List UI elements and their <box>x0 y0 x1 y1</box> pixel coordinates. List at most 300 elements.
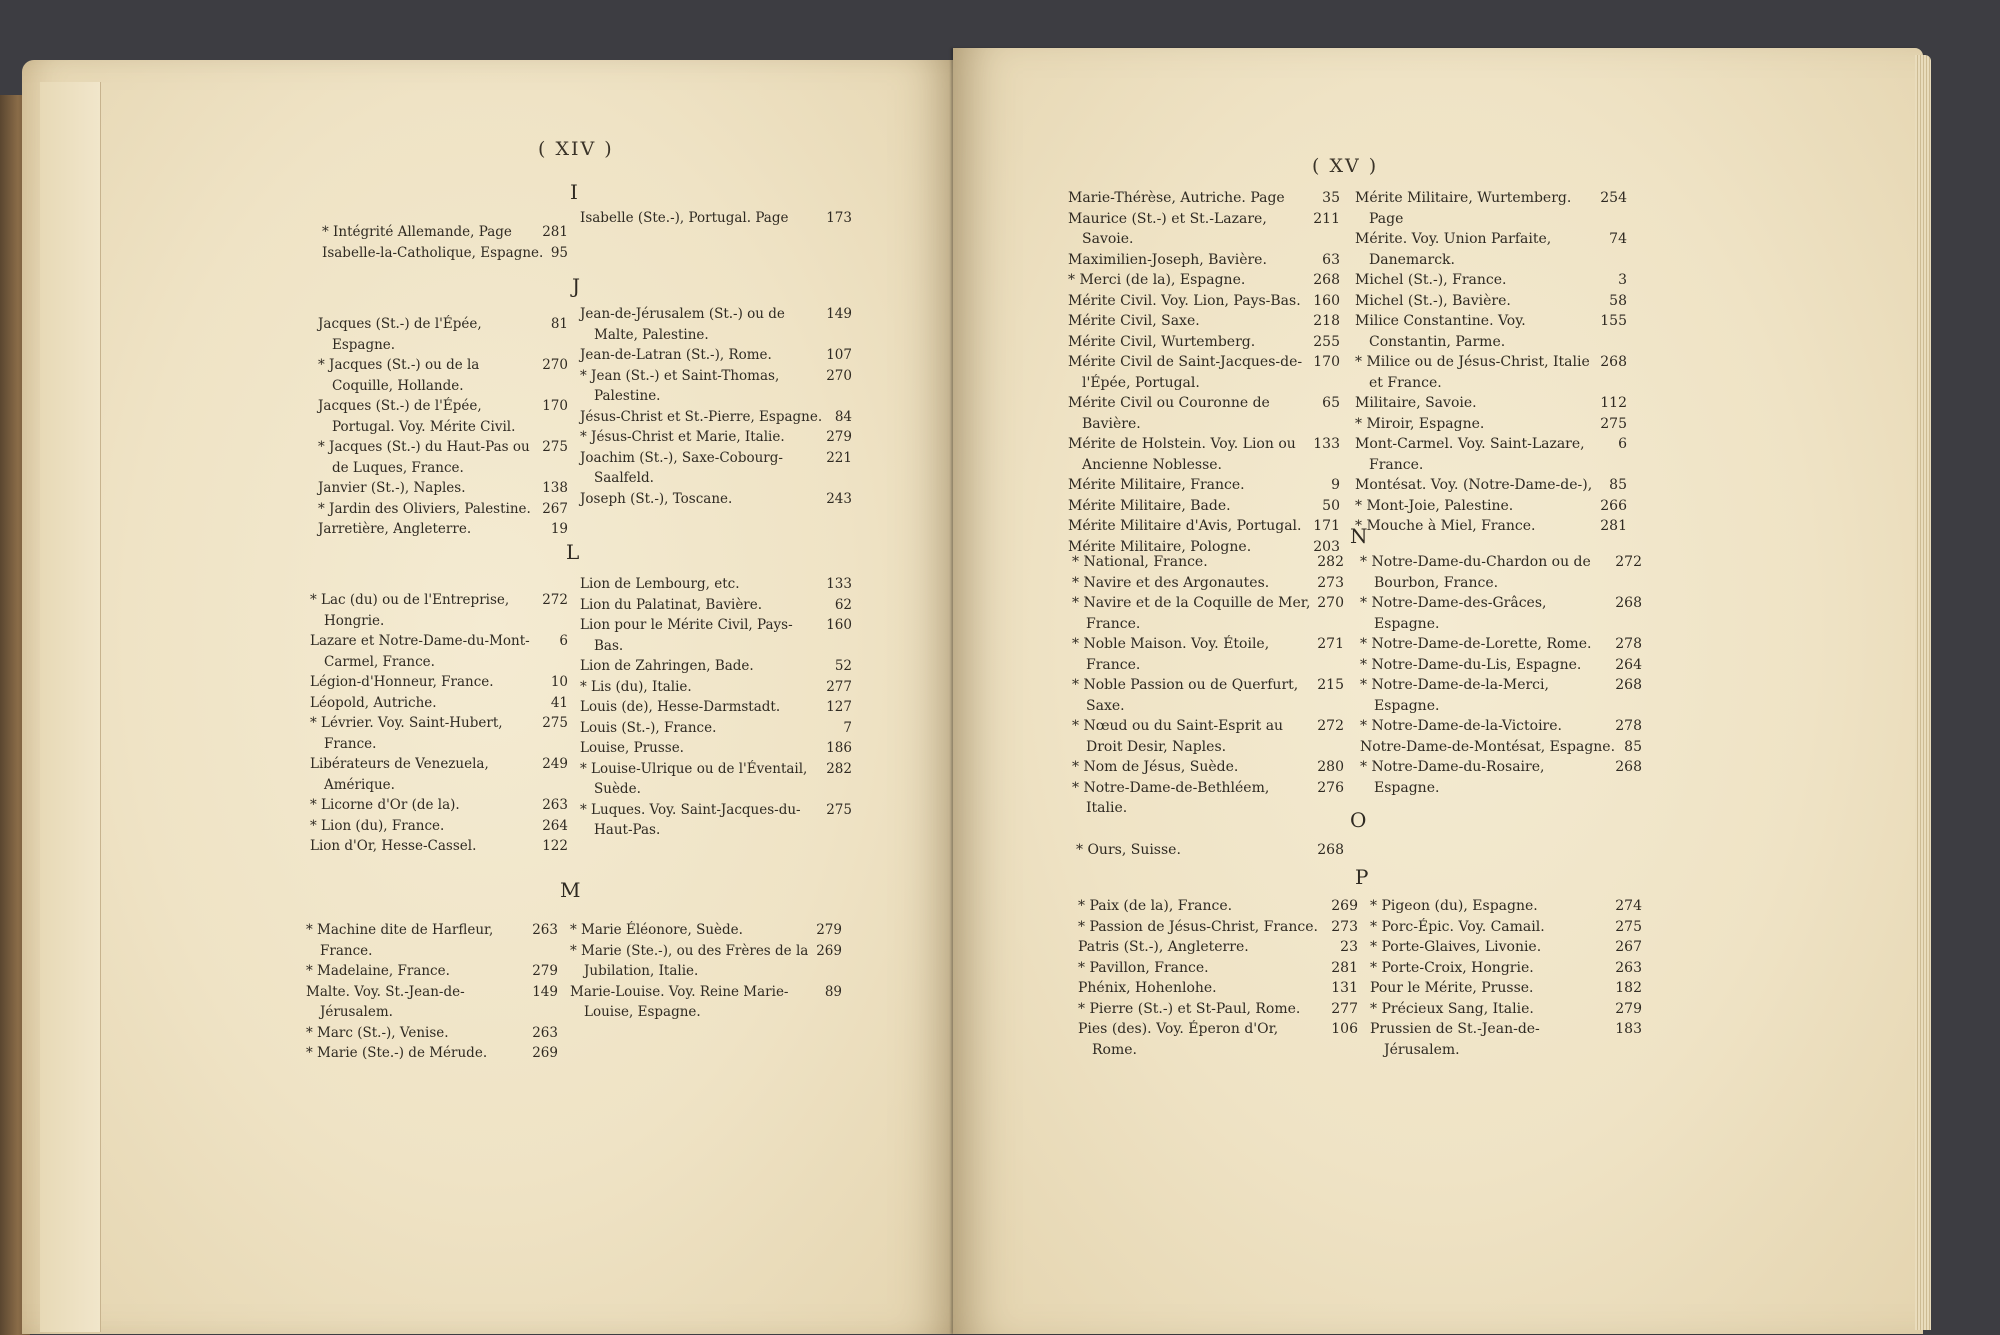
index-entry-page-number: 281 <box>1331 959 1358 976</box>
index-entry-page-number: 268 <box>1317 842 1344 858</box>
index-entry-page-number: 9 <box>1331 477 1340 493</box>
index-entry-title: Phénix, Hohenlohe. <box>1078 980 1217 996</box>
index-entry-title: * Marc (St.-), Venise. <box>306 1024 449 1041</box>
index-entry-title: Isabelle (Ste.-), Portugal. Page <box>580 210 789 226</box>
index-entry-title: * Nœud ou du Saint-Esprit au Droit Desir, Naples. <box>1072 718 1284 755</box>
index-entry <box>1370 917 1642 938</box>
section-j-column-1 <box>318 314 568 540</box>
index-entry <box>580 427 852 448</box>
index-entry-page-number: 269 <box>1331 898 1358 914</box>
index-entry-title: * Louise-Ulrique ou de l'Éventail, Suède. <box>580 760 808 797</box>
index-entry-title: * Notre-Dame-de-Bethléem, Italie. <box>1072 779 1270 816</box>
index-entry-title: Michel (St.-), Bavière. <box>1355 292 1511 309</box>
index-entry-page-number: 160 <box>826 617 852 633</box>
index-entry <box>1072 593 1344 634</box>
index-entry-page-number: 243 <box>826 490 852 507</box>
index-entry-page-number: 183 <box>1615 1021 1642 1037</box>
index-entry-page-number: 254 <box>1600 190 1627 206</box>
index-entry <box>1360 757 1642 798</box>
index-entry-title: Notre-Dame-de-Montésat, Espagne. <box>1360 738 1616 755</box>
index-entry <box>306 982 558 1023</box>
index-entry-page-number: 211 <box>1313 210 1340 227</box>
index-entry-page-number: 215 <box>1317 677 1344 693</box>
index-entry-page-number: 271 <box>1317 636 1344 652</box>
index-entry <box>1068 352 1340 393</box>
index-entry <box>580 759 852 800</box>
index-entry <box>318 437 568 478</box>
index-entry-title: Jean-de-Latran (St.-), Rome. <box>580 347 772 363</box>
index-entry <box>306 961 558 982</box>
index-entry-title: * Mouche à Miel, France. <box>1355 518 1536 534</box>
index-entry <box>570 941 842 982</box>
index-entry <box>580 448 852 489</box>
index-entry-title: * Notre-Dame-du-Lis, Espagne. <box>1360 656 1582 673</box>
index-entry-page-number: 255 <box>1313 333 1340 350</box>
index-entry-page-number: 264 <box>1615 656 1642 673</box>
index-entry-title: Lion d'Or, Hesse-Cassel. <box>310 838 477 854</box>
index-entry-title: Pies (des). Voy. Éperon d'Or, Rome. <box>1078 1021 1279 1058</box>
index-entry <box>580 615 852 656</box>
section-letter-n: N <box>1350 524 1368 548</box>
index-entry-page-number: 278 <box>1615 718 1642 734</box>
index-entry <box>1355 291 1627 312</box>
index-entry <box>306 1043 558 1064</box>
index-entry <box>310 693 568 714</box>
index-entry <box>310 754 568 795</box>
section-letter-l: L <box>566 540 580 564</box>
index-entry-title: * Notre-Dame-du-Rosaire, Espagne. <box>1360 759 1545 796</box>
index-entry-page-number: 7 <box>843 719 852 736</box>
index-entry <box>318 499 568 520</box>
index-entry <box>1078 896 1358 917</box>
index-entry <box>1370 937 1642 958</box>
index-entry-title: * Lion (du), France. <box>310 817 445 834</box>
index-entry-page-number: 270 <box>1317 595 1344 611</box>
section-m-continued-column-2 <box>1355 188 1627 537</box>
index-entry-page-number: 3 <box>1618 272 1627 288</box>
index-entry-page-number: 279 <box>532 963 558 979</box>
index-entry-page-number: 6 <box>559 633 568 649</box>
index-entry-title: * Madelaine, France. <box>306 963 450 979</box>
index-entry-page-number: 279 <box>1615 1000 1642 1017</box>
index-entry-title: * Paix (de la), France. <box>1078 898 1233 914</box>
index-entry-title: Louis (de), Hesse-Darmstadt. <box>580 699 781 715</box>
index-entry-title: * Lis (du), Italie. <box>580 678 692 695</box>
index-entry-title: Mérite Civil, Saxe. <box>1068 313 1200 329</box>
index-entry-title: Janvier (St.-), Naples. <box>318 480 466 496</box>
index-entry <box>1355 434 1627 475</box>
index-entry-title: Marie-Thérèse, Autriche. Page <box>1068 190 1285 206</box>
index-entry <box>1072 573 1344 594</box>
index-entry-page-number: 173 <box>826 210 852 226</box>
index-entry-title: Louis (St.-), France. <box>580 719 717 736</box>
left-page-fore-leaf <box>40 82 101 1332</box>
index-entry-page-number: 74 <box>1609 231 1627 247</box>
index-entry-title: Légion-d'Honneur, France. <box>310 674 494 690</box>
index-entry <box>1370 999 1642 1020</box>
index-entry <box>1078 917 1358 938</box>
index-entry-title: Mérite Militaire, Pologne. <box>1068 538 1252 555</box>
index-entry-title: * Notre-Dame-de-la-Victoire. <box>1360 718 1562 734</box>
index-entry-page-number: 267 <box>1615 939 1642 955</box>
section-n-column-1 <box>1072 552 1344 819</box>
index-entry-page-number: 268 <box>1615 595 1642 611</box>
index-entry-page-number: 10 <box>550 674 568 690</box>
index-entry-page-number: 282 <box>826 760 852 777</box>
index-entry-page-number: 267 <box>542 500 568 517</box>
index-entry <box>1068 516 1340 537</box>
index-entry-page-number: 182 <box>1615 980 1642 996</box>
index-entry-title: * Lac (du) ou de l'Entreprise, Hongrie. <box>310 592 510 629</box>
index-entry-page-number: 133 <box>1313 436 1340 452</box>
index-entry-title: Jean-de-Jérusalem (St.-) ou de Malte, Palestine. <box>580 306 785 343</box>
index-entry-page-number: 35 <box>1322 190 1340 206</box>
index-entry-page-number: 270 <box>826 367 852 384</box>
index-entry-page-number: 280 <box>1317 759 1344 775</box>
right-page-leaf-edges <box>1915 55 1931 1330</box>
index-entry-page-number: 275 <box>1600 415 1627 432</box>
index-entry <box>570 920 842 941</box>
index-entry-title: Mont-Carmel. Voy. Saint-Lazare, France. <box>1355 436 1585 473</box>
index-entry-page-number: 270 <box>542 357 568 373</box>
index-entry <box>310 836 568 857</box>
index-entry <box>580 595 852 616</box>
index-entry-title: Mérite Civil ou Couronne de Bavière. <box>1068 395 1270 432</box>
index-entry <box>318 519 568 540</box>
index-entry <box>1072 634 1344 675</box>
index-entry-title: * Jardin des Oliviers, Palestine. <box>318 500 531 517</box>
index-entry-page-number: 186 <box>826 740 852 756</box>
section-i-column-1 <box>322 222 568 263</box>
index-entry <box>1078 958 1358 979</box>
index-entry-page-number: 275 <box>826 801 852 818</box>
index-entry-title: * Jésus-Christ et Marie, Italie. <box>580 429 785 445</box>
index-entry-page-number: 272 <box>1317 718 1344 734</box>
section-m-column-2 <box>570 920 842 1023</box>
index-entry-page-number: 107 <box>826 347 852 363</box>
index-entry-title: * Pierre (St.-) et St-Paul, Rome. <box>1078 1000 1301 1017</box>
index-entry-title: Lion du Palatinat, Bavière. <box>580 596 763 613</box>
index-entry <box>1360 593 1642 634</box>
index-entry-title: * Marie Éléonore, Suède. <box>570 922 743 938</box>
index-entry-page-number: 58 <box>1609 292 1627 309</box>
index-entry-title: Joseph (St.-), Toscane. <box>580 490 733 507</box>
index-entry-title: * Porte-Croix, Hongrie. <box>1370 959 1534 976</box>
index-entry-title: * Notre-Dame-du-Chardon ou de Bourbon, France. <box>1360 554 1591 591</box>
section-j-column-2 <box>580 304 852 509</box>
index-entry-title: Mérite Militaire, Wurtemberg. Page <box>1355 190 1572 227</box>
index-entry-title: * Notre-Dame-de-la-Merci, Espagne. <box>1360 677 1549 714</box>
index-entry <box>1355 516 1627 537</box>
index-entry-title: Jésus-Christ et St.-Pierre, Espagne. <box>580 408 823 425</box>
index-entry <box>1068 393 1340 434</box>
index-entry-title: Mérite Militaire, Bade. <box>1068 497 1231 514</box>
index-entry-title: Lion pour le Mérite Civil, Pays-Bas. <box>580 617 793 654</box>
index-entry <box>1355 496 1627 517</box>
index-entry-page-number: 269 <box>816 942 842 959</box>
index-entry <box>1355 393 1627 414</box>
index-entry <box>1078 999 1358 1020</box>
index-entry <box>1068 209 1340 250</box>
index-entry <box>310 713 568 754</box>
index-entry-page-number: 149 <box>532 983 558 1000</box>
index-entry-title: Patris (St.-), Angleterre. <box>1078 939 1249 955</box>
index-entry-title: * Précieux Sang, Italie. <box>1370 1000 1534 1017</box>
index-entry-page-number: 279 <box>816 922 842 938</box>
index-entry <box>1370 958 1642 979</box>
index-entry-title: Jacques (St.-) de l'Épée, Espagne. <box>318 316 482 353</box>
index-entry-page-number: 218 <box>1313 313 1340 329</box>
index-entry-page-number: 279 <box>826 429 852 445</box>
section-letter-o: O <box>1350 808 1367 832</box>
index-entry-title: Mérite Civil de Saint-Jacques-de-l'Épée, Portugal. <box>1068 354 1303 391</box>
index-entry-title: * Noble Passion ou de Querfurt, Saxe. <box>1072 677 1299 714</box>
index-entry <box>306 920 558 961</box>
index-entry <box>322 243 568 264</box>
section-letter-m: M <box>560 878 581 902</box>
index-entry-page-number: 268 <box>1313 272 1340 288</box>
index-entry-title: Maximilien-Joseph, Bavière. <box>1068 251 1267 268</box>
index-entry-title: * Marie (Ste.-) de Mérude. <box>306 1045 488 1061</box>
index-entry-page-number: 122 <box>542 838 568 854</box>
index-entry <box>1355 311 1627 352</box>
index-entry-title: * Pavillon, France. <box>1078 959 1209 976</box>
index-entry-page-number: 85 <box>1609 477 1627 493</box>
index-entry <box>1068 270 1340 291</box>
index-entry-page-number: 171 <box>1313 518 1340 534</box>
index-entry-title: * Lévrier. Voy. Saint-Hubert, France. <box>310 715 503 752</box>
index-entry-title: * Jean (St.-) et Saint-Thomas, Palestine. <box>580 367 780 404</box>
index-entry <box>580 677 852 698</box>
index-entry-title: * Marie (Ste.-), ou des Frères de la Jubilation, Italie. <box>570 942 809 979</box>
index-entry-title: Milice Constantine. Voy. Constantin, Parme. <box>1355 313 1526 350</box>
index-entry-page-number: 266 <box>1600 497 1627 514</box>
index-entry <box>310 672 568 693</box>
index-entry-title: * Porc-Épic. Voy. Camail. <box>1370 918 1545 935</box>
index-entry <box>580 738 852 759</box>
index-entry-title: * Jacques (St.-) du Haut-Pas ou de Luques, France. <box>318 439 530 476</box>
index-entry-page-number: 50 <box>1322 497 1340 514</box>
index-entry <box>1072 716 1344 757</box>
index-entry <box>1076 840 1344 861</box>
index-entry-page-number: 127 <box>826 699 852 715</box>
index-entry <box>1360 655 1642 676</box>
section-o-column-1 <box>1076 840 1344 861</box>
index-entry-title: Maurice (St.-) et St.-Lazare, Savoie. <box>1068 210 1267 247</box>
index-entry-title: Lion de Lembourg, etc. <box>580 576 740 592</box>
index-entry <box>1068 496 1340 517</box>
index-entry-page-number: 278 <box>1615 636 1642 652</box>
index-entry <box>318 478 568 499</box>
index-entry <box>318 314 568 355</box>
index-entry-page-number: 65 <box>1322 395 1340 411</box>
index-entry-page-number: 269 <box>532 1045 558 1061</box>
index-entry <box>1370 1019 1642 1060</box>
index-entry-title: * Merci (de la), Espagne. <box>1068 272 1246 288</box>
index-entry-page-number: 249 <box>542 756 568 772</box>
index-entry-page-number: 155 <box>1600 313 1627 329</box>
index-entry <box>1355 188 1627 229</box>
index-entry <box>1078 937 1358 958</box>
index-entry-title: Montésat. Voy. (Notre-Dame-de-), <box>1355 477 1593 493</box>
index-entry <box>580 697 852 718</box>
section-n-column-2 <box>1360 552 1642 798</box>
index-entry-title: * Intégrité Allemande, Page <box>322 224 512 240</box>
index-entry-title: * Machine dite de Harfleur, France. <box>306 922 494 959</box>
index-entry <box>318 355 568 396</box>
index-entry-title: Jarretière, Angleterre. <box>318 521 472 537</box>
index-entry-page-number: 274 <box>1615 898 1642 914</box>
index-entry-title: Jacques (St.-) de l'Épée, Portugal. Voy. Mérite Civil. <box>318 398 516 435</box>
index-entry <box>580 304 852 345</box>
index-entry-title: Mérite de Holstein. Voy. Lion ou Ancienne Noblesse. <box>1068 436 1296 473</box>
index-entry-page-number: 106 <box>1331 1021 1358 1037</box>
index-entry-page-number: 170 <box>1313 354 1340 370</box>
index-entry <box>322 222 568 243</box>
index-entry-page-number: 84 <box>834 408 852 425</box>
index-entry-title: Louise, Prusse. <box>580 740 684 756</box>
index-entry-page-number: 268 <box>1600 354 1627 370</box>
index-entry-title: Mérite Civil, Wurtemberg. <box>1068 333 1256 350</box>
index-entry <box>310 795 568 816</box>
index-entry-title: Mérite Civil. Voy. Lion, Pays-Bas. <box>1068 292 1301 309</box>
section-letter-j: J <box>572 274 581 298</box>
index-entry <box>310 631 568 672</box>
index-entry-title: * Jacques (St.-) ou de la Coquille, Hollande. <box>318 357 480 394</box>
index-entry-page-number: 277 <box>1331 1000 1358 1017</box>
index-entry <box>570 982 842 1023</box>
index-entry-page-number: 23 <box>1340 939 1358 955</box>
index-entry <box>1068 291 1340 312</box>
index-entry-page-number: 41 <box>550 694 568 711</box>
index-entry-title: * Nom de Jésus, Suède. <box>1072 759 1239 775</box>
index-entry-title: * Navire et de la Coquille de Mer, France. <box>1072 595 1311 632</box>
index-entry-title: * Passion de Jésus-Christ, France. <box>1078 918 1318 935</box>
section-p-column-1 <box>1078 896 1358 1060</box>
index-entry <box>1072 552 1344 573</box>
index-entry <box>1370 978 1642 999</box>
index-entry-page-number: 263 <box>532 922 558 938</box>
index-entry-page-number: 275 <box>542 439 568 455</box>
index-entry-title: * Noble Maison. Voy. Étoile, France. <box>1072 636 1270 673</box>
index-entry-title: Marie-Louise. Voy. Reine Marie-Louise, Espagne. <box>570 983 789 1020</box>
index-entry-page-number: 276 <box>1317 779 1344 796</box>
index-entry <box>1078 978 1358 999</box>
index-entry-title: Mérite Militaire, France. <box>1068 477 1245 493</box>
index-entry <box>1068 250 1340 271</box>
section-letter-i: I <box>570 180 578 204</box>
index-entry-title: Léopold, Autriche. <box>310 694 437 711</box>
index-entry <box>580 718 852 739</box>
index-entry-page-number: 272 <box>1615 554 1642 570</box>
index-entry-title: * Navire et des Argonautes. <box>1072 574 1270 591</box>
index-entry-page-number: 112 <box>1600 395 1627 411</box>
index-entry <box>1355 352 1627 393</box>
index-entry-title: Militaire, Savoie. <box>1355 395 1477 411</box>
index-entry <box>1360 634 1642 655</box>
index-entry-title: Isabelle-la-Catholique, Espagne. <box>322 244 544 261</box>
index-entry-page-number: 263 <box>532 1024 558 1041</box>
index-entry <box>580 656 852 677</box>
index-entry-page-number: 268 <box>1615 759 1642 775</box>
index-entry-title: Lion de Zahringen, Bade. <box>580 658 754 674</box>
index-entry <box>318 396 568 437</box>
index-entry-page-number: 221 <box>826 449 852 466</box>
section-l-column-2 <box>580 574 852 841</box>
index-entry-page-number: 62 <box>834 596 852 613</box>
index-entry-page-number: 89 <box>824 983 842 1000</box>
index-entry-title: Michel (St.-), France. <box>1355 272 1507 288</box>
index-entry <box>1068 332 1340 353</box>
right-page-header: ( XV ) <box>1312 155 1379 177</box>
section-m-column-1 <box>306 920 558 1064</box>
index-entry-page-number: 264 <box>542 817 568 834</box>
index-entry <box>1360 552 1642 593</box>
index-entry-page-number: 282 <box>1317 554 1344 570</box>
index-entry-title: Mérite Militaire d'Avis, Portugal. <box>1068 518 1302 534</box>
index-entry-title: * Miroir, Espagne. <box>1355 415 1485 432</box>
index-entry <box>580 574 852 595</box>
index-entry <box>580 407 852 428</box>
index-entry-title: Lazare et Notre-Dame-du-Mont-Carmel, France. <box>310 633 530 670</box>
index-entry <box>1068 475 1340 496</box>
index-entry-page-number: 273 <box>1331 918 1358 935</box>
index-entry-page-number: 275 <box>1615 918 1642 935</box>
index-entry-title: * Notre-Dame-de-Lorette, Rome. <box>1360 636 1592 652</box>
index-entry <box>1355 414 1627 435</box>
index-entry-title: * Ours, Suisse. <box>1076 842 1181 858</box>
index-entry-page-number: 281 <box>1600 518 1627 534</box>
index-entry-page-number: 272 <box>542 592 568 608</box>
index-entry <box>1360 737 1642 758</box>
index-entry-page-number: 263 <box>542 797 568 813</box>
index-entry <box>580 208 852 229</box>
index-entry-title: * Milice ou de Jésus-Christ, Italie et France. <box>1355 354 1590 391</box>
index-entry-title: Libérateurs de Venezuela, Amérique. <box>310 756 489 793</box>
index-entry-page-number: 81 <box>550 316 568 332</box>
index-entry <box>1370 896 1642 917</box>
index-entry <box>1068 311 1340 332</box>
index-entry <box>1072 757 1344 778</box>
index-entry <box>1068 188 1340 209</box>
index-entry-page-number: 63 <box>1322 251 1340 268</box>
index-entry-page-number: 263 <box>1615 959 1642 976</box>
index-entry <box>580 800 852 841</box>
index-entry-title: Malte. Voy. St.-Jean-de-Jérusalem. <box>306 983 465 1020</box>
index-entry-title: * National, France. <box>1072 554 1208 570</box>
index-entry-page-number: 6 <box>1618 436 1627 452</box>
section-letter-p: P <box>1355 865 1369 889</box>
index-entry <box>1355 270 1627 291</box>
index-entry <box>580 489 852 510</box>
index-entry <box>310 816 568 837</box>
index-entry-page-number: 275 <box>542 715 568 731</box>
index-entry <box>1078 1019 1358 1060</box>
index-entry-page-number: 95 <box>550 244 568 261</box>
index-entry <box>580 345 852 366</box>
index-entry-page-number: 19 <box>550 521 568 537</box>
index-entry <box>1360 675 1642 716</box>
index-entry-page-number: 138 <box>542 480 568 496</box>
index-entry <box>1068 434 1340 475</box>
index-entry-title: * Notre-Dame-des-Grâces, Espagne. <box>1360 595 1547 632</box>
section-m-continued-column-1 <box>1068 188 1340 557</box>
index-entry-title: * Pigeon (du), Espagne. <box>1370 898 1538 914</box>
index-entry-title: Prussien de St.-Jean-de-Jérusalem. <box>1370 1021 1540 1058</box>
index-entry <box>1360 716 1642 737</box>
index-entry-title: Pour le Mérite, Prusse. <box>1370 980 1534 996</box>
index-entry-title: Joachim (St.-), Saxe-Cobourg-Saalfeld. <box>580 449 783 486</box>
